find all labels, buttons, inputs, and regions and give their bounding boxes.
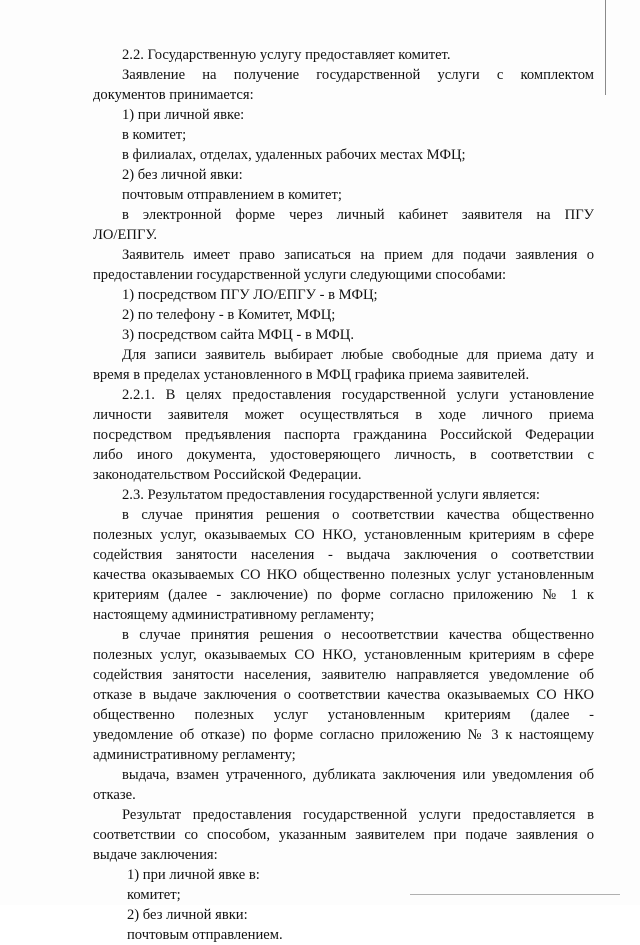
text-line: 3) посредством сайта МФЦ - в МФЦ. <box>122 327 354 343</box>
text-line: личности заявителя может осуществляться в ходе личного приема <box>93 407 594 423</box>
text-line: 2.2. Государственную услугу предоставляет комитет. <box>122 47 451 63</box>
text-line: 2) без личной явки: <box>127 907 248 923</box>
text-line: в случае принятия решения о несоответствии качества общественно <box>122 627 594 643</box>
text-line: Результат предоставления государственной услуги предоставляется в <box>122 807 594 823</box>
scan-edge-bottom <box>410 894 620 895</box>
text-line: 2) по телефону - в Комитет, МФЦ; <box>122 307 336 323</box>
text-line: 1) при личной явке в: <box>127 867 260 883</box>
text-line: Для записи заявитель выбирает любые свободные для приема дату и <box>122 347 594 363</box>
text-line: почтовым отправлением. <box>127 927 283 943</box>
text-line: документов принимается: <box>93 87 254 103</box>
text-line: общественно полезных услуг установленным критериям (далее - <box>93 707 594 723</box>
text-line: 2.2.1. В целях предоставления государственной услуги установление <box>122 387 594 403</box>
text-line: Заявление на получение государственной услуги с комплектом <box>122 67 594 83</box>
text-line: в комитет; <box>122 127 187 143</box>
text-line: законодательством Российской Федерации. <box>93 467 362 483</box>
text-line: в электронной форме через личный кабинет заявителя на ПГУ <box>122 207 594 223</box>
text-line: 1) при личной явке: <box>122 107 245 123</box>
text-line: в случае принятия решения о соответствии качества общественно <box>122 507 594 523</box>
text-line: отказе. <box>93 787 136 803</box>
text-line: полезных услуг, оказываемых СО НКО, установленным критериям в сфере <box>93 527 594 543</box>
text-line: уведомление об отказе) по форме согласно приложению № 3 к настоящему <box>93 727 594 743</box>
text-line: административному регламенту; <box>93 747 296 763</box>
text-line: выдача, взамен утраченного, дубликата заключения или уведомления об <box>122 767 594 783</box>
text-line: 1) посредством ПГУ ЛО/ЕПГУ - в МФЦ; <box>122 287 378 303</box>
text-line: посредством предъявления паспорта гражданина Российской Федерации <box>93 427 594 443</box>
text-line: время в пределах установленного в МФЦ графика приема заявителей. <box>93 367 530 383</box>
text-line: содействия занятости населения - выдача заключения о соответствии <box>93 547 594 563</box>
text-line: почтовым отправлением в комитет; <box>122 187 342 203</box>
scan-edge-line <box>605 0 606 95</box>
text-line: предоставлении государственной услуги следующими способами: <box>93 267 507 283</box>
text-line: либо иного документа, удостоверяющего личность, в соответствии с <box>93 447 594 463</box>
text-line: соответствии со способом, указанным заявителем при подаче заявления о <box>93 827 594 843</box>
text-line: содействия занятости населения, заявителю направляется уведомление об <box>93 667 594 683</box>
text-line: Заявитель имеет право записаться на прием для подачи заявления о <box>122 247 594 263</box>
text-line: отказе в выдаче заключения о соответствии качества оказываемых СО НКО <box>93 687 594 703</box>
text-line: 2.3. Результатом предоставления государственной услуги является: <box>122 487 540 503</box>
text-line: критериям (далее - заключение) по форме согласно приложению № 1 к <box>93 587 594 603</box>
text-line: качества оказываемых СО НКО общественно полезных услуг установленным <box>93 567 594 583</box>
text-line: настоящему административному регламенту; <box>93 607 375 623</box>
text-line: в филиалах, отделах, удаленных рабочих местах МФЦ; <box>122 147 466 163</box>
text-line: комитет; <box>127 887 181 903</box>
text-line: полезных услуг, оказываемых СО НКО, установленным критериям в сфере <box>93 647 594 663</box>
text-line: ЛО/ЕПГУ. <box>93 227 157 243</box>
text-line: выдаче заключения: <box>93 847 218 863</box>
text-line: 2) без личной явки: <box>122 167 243 183</box>
